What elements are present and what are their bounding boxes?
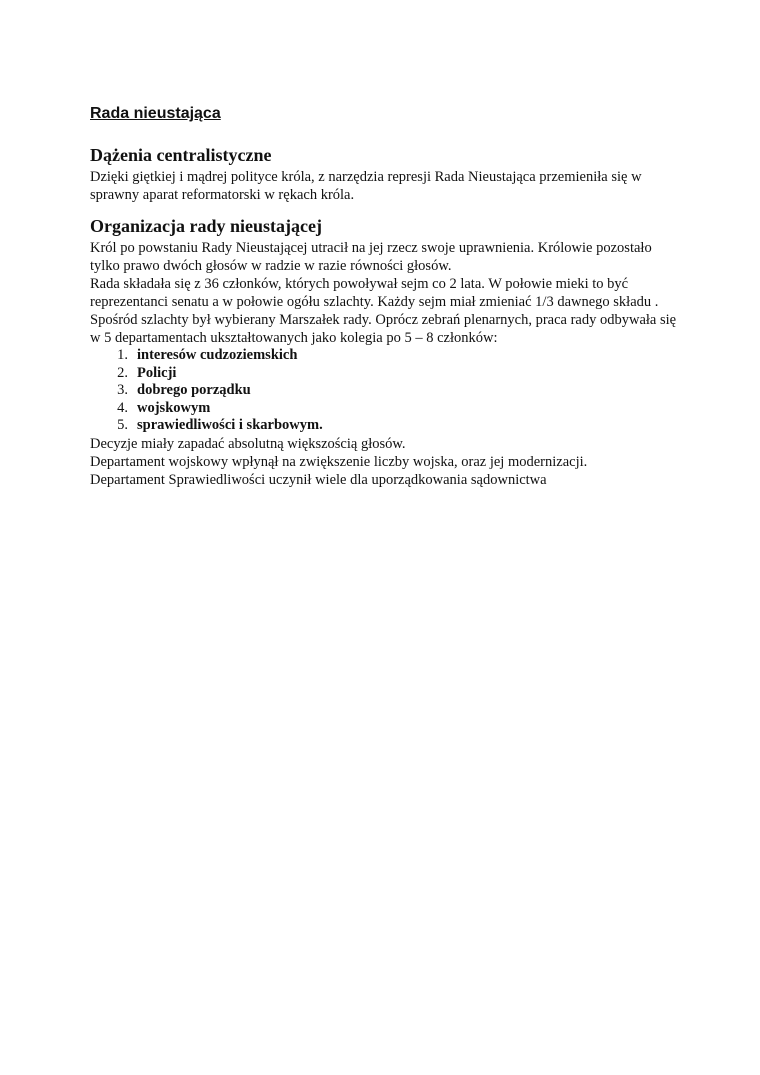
list-text: Policji xyxy=(137,364,177,381)
paragraph: Dzięki giętkiej i mądrej polityce króla, z narzędzia represji Rada Nieustająca przemieniła się w sprawny aparat reformatorski w rękach króla. xyxy=(90,169,642,203)
list-item xyxy=(90,347,680,365)
list-text: interesów cudzoziemskich xyxy=(137,347,298,363)
list-item xyxy=(90,382,680,400)
section-council-organization xyxy=(90,215,680,489)
paragraph: Rada składała się z 36 członków, których powoływał sejm co 2 lata. W połowie mieki to być reprezentanci senatu a w połowie ogółu szlachty. Każdy sejm miał zmieniać 1/3 dawnego składu . Spośród szlachty był wybierany Marszałek rady. Oprócz zebrań plenarnych, praca rady odbywała się w 5 departamentach ukształtowanych jako kolegia po 5 – 8 członków: xyxy=(90,276,677,346)
document-body xyxy=(90,104,680,489)
list-text: wojskowym xyxy=(137,399,211,416)
document-title: Rada nieustająca xyxy=(90,105,221,122)
list-text: dobrego porządku xyxy=(137,382,251,398)
paragraph: Król po powstaniu Rady Nieustającej utracił na jej rzecz swoje uprawnienia. Królowie pozostało tylko prawo dwóch głosów w radzie w razie równości głosów. xyxy=(90,240,652,274)
paragraph: Departament Sprawiedliwości uczynił wiele dla uporządkowania sądownictwa xyxy=(90,471,547,488)
list-number: 3. xyxy=(117,382,128,398)
list-item xyxy=(90,417,680,435)
list-number: 5. xyxy=(117,417,128,433)
section-heading: Dążenia centralistyczne xyxy=(90,145,272,165)
list-number: 1. xyxy=(117,347,128,363)
list-number: 2. xyxy=(117,364,128,381)
departments-list xyxy=(90,347,680,435)
paragraph: Decyzje miały zapadać absolutną większością głosów. xyxy=(90,435,406,452)
list-text: sprawiedliwości i skarbowym. xyxy=(137,417,323,433)
list-number: 4. xyxy=(117,399,128,416)
section-heading: Organizacja rady nieustającej xyxy=(90,216,322,236)
list-item xyxy=(90,400,680,418)
paragraph: Departament wojskowy wpłynął na zwiększenie liczby wojska, oraz jej modernizacji. xyxy=(90,453,588,470)
list-item xyxy=(90,365,680,383)
section-centralist-aims xyxy=(90,144,680,204)
